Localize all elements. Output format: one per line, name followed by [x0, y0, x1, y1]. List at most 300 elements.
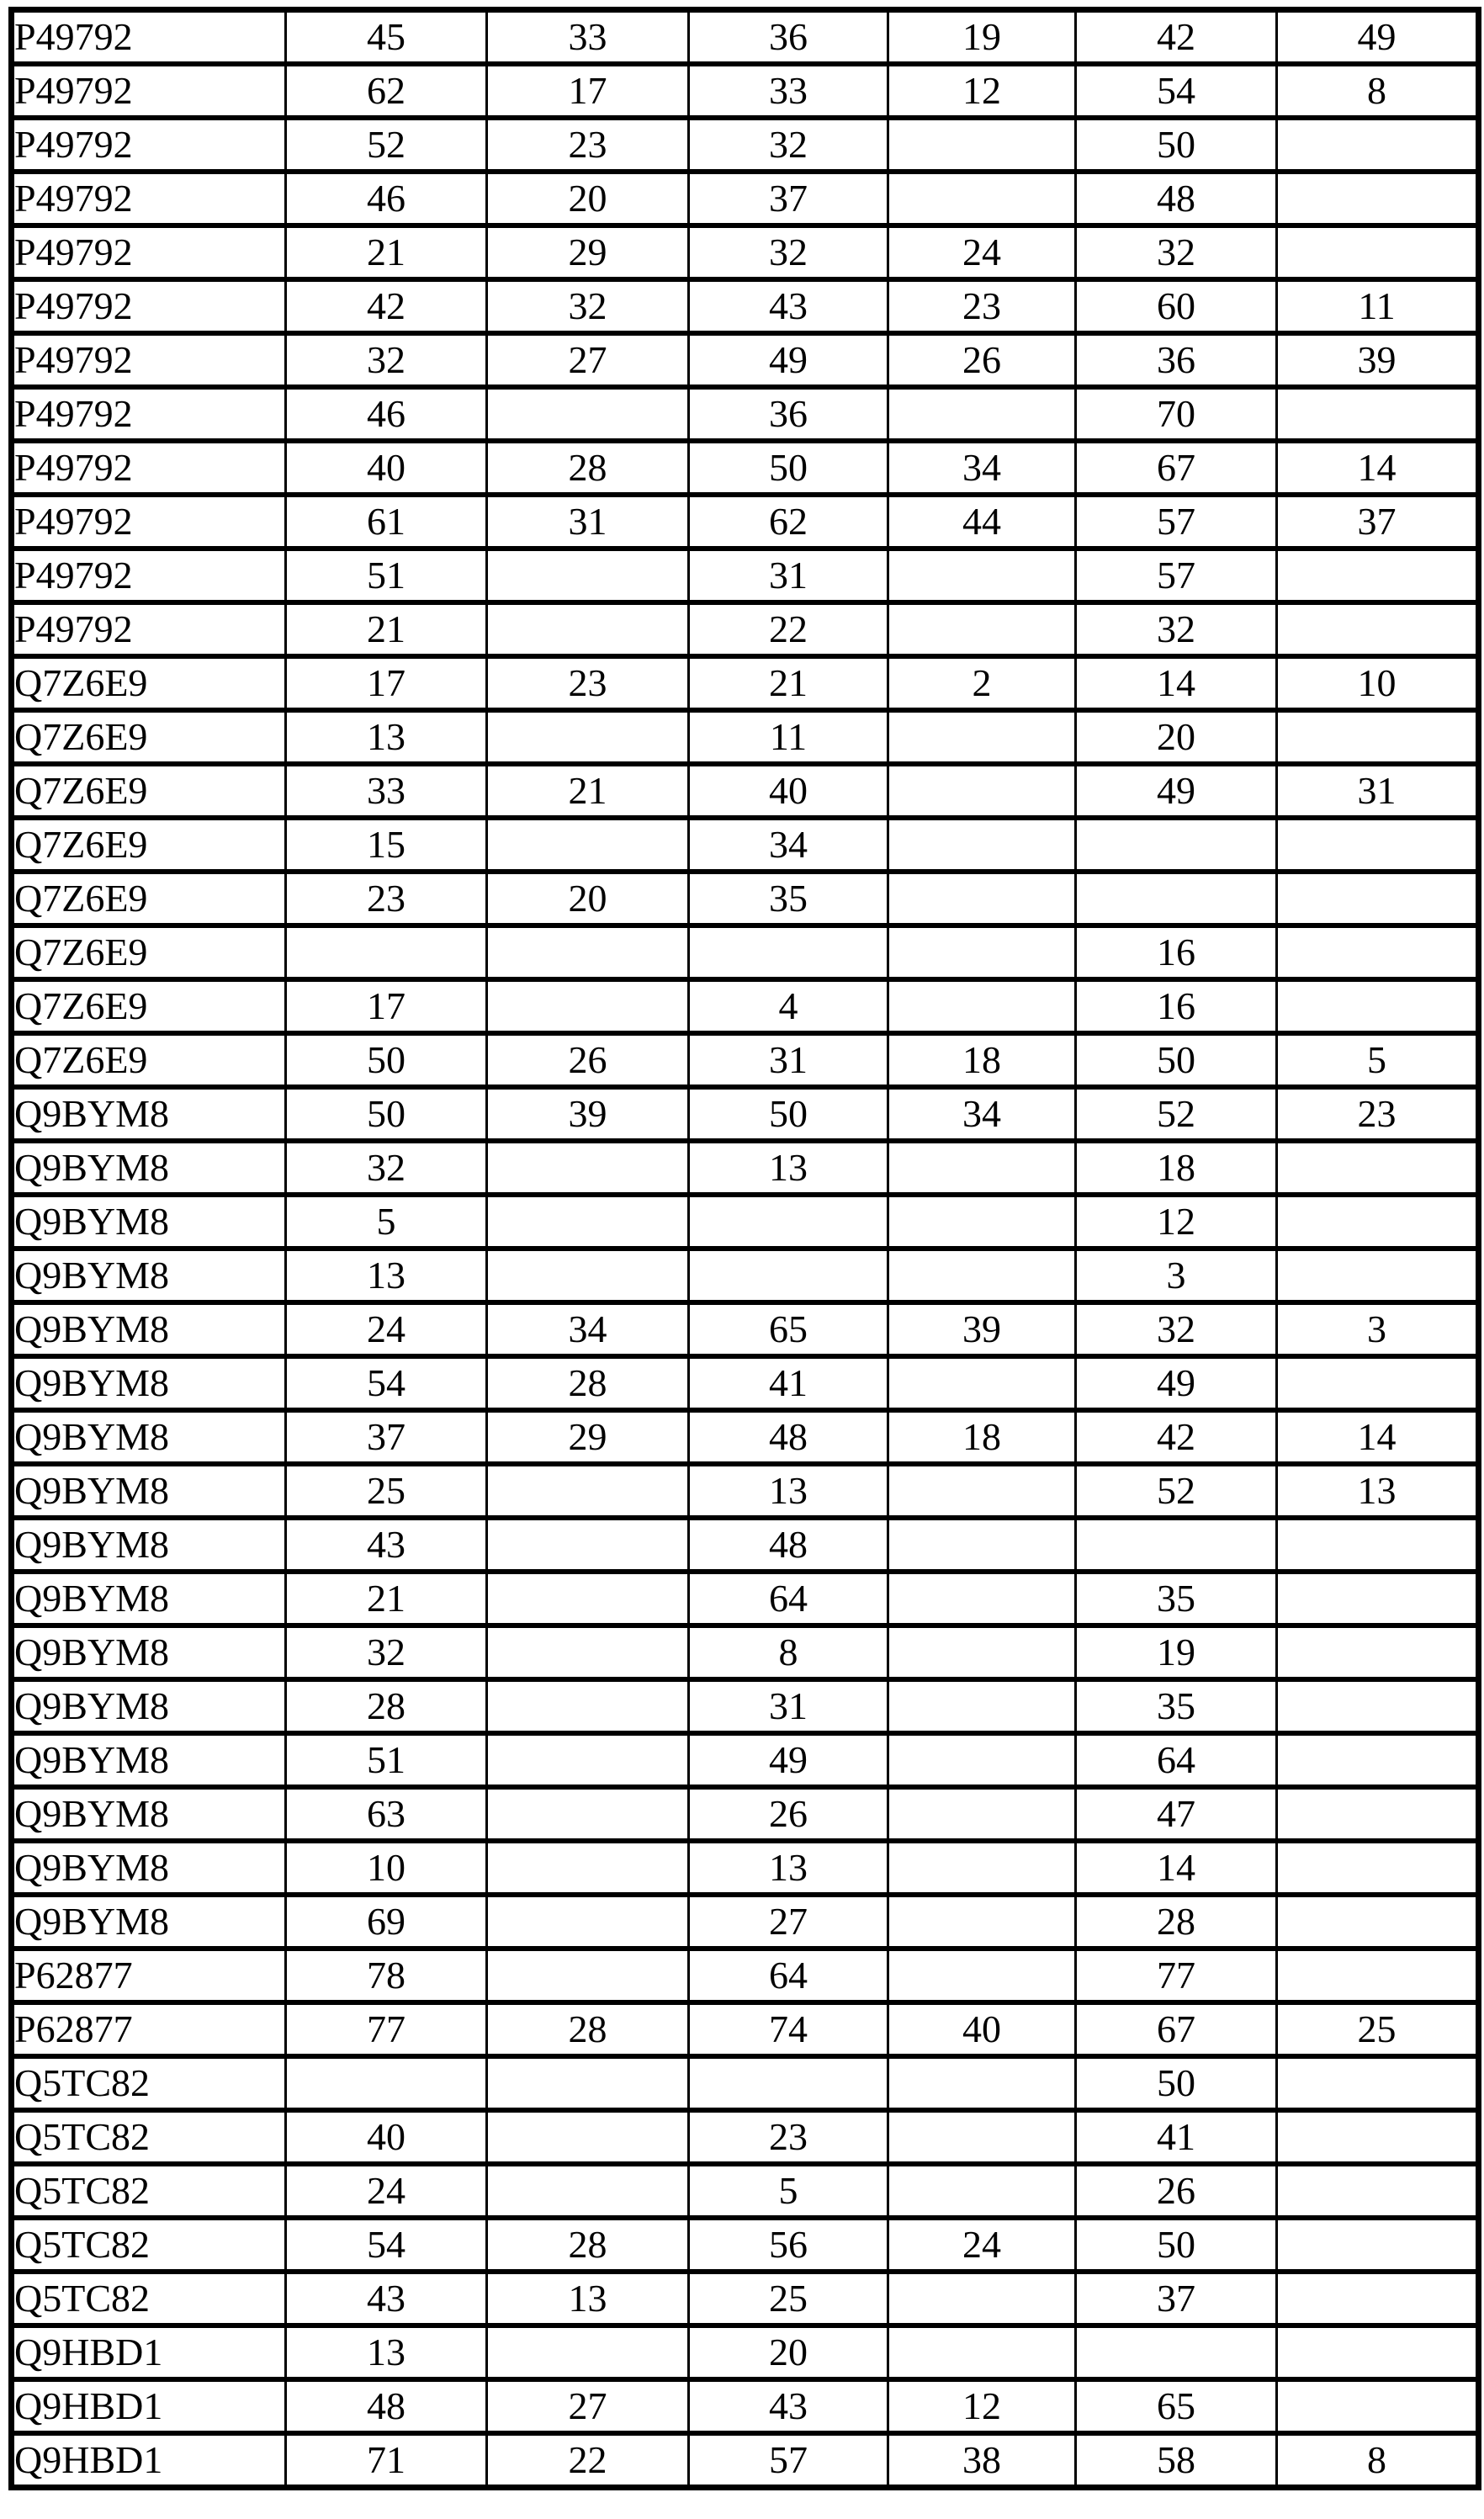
cell-value: 20 — [689, 2325, 888, 2379]
cell-value: 22 — [689, 602, 888, 656]
cell-value: 39 — [888, 1302, 1076, 1356]
table-row — [12, 279, 1479, 333]
cell-value: 5 — [1277, 1033, 1479, 1087]
cell-value — [888, 1518, 1076, 1572]
cell-value: 12 — [888, 64, 1076, 118]
cell-value — [888, 1195, 1076, 1249]
cell-value — [487, 710, 689, 764]
cell-protein-id: P49792 — [12, 279, 286, 333]
cell-value — [487, 925, 689, 979]
cell-value: 13 — [689, 1841, 888, 1895]
cell-value: 50 — [286, 1087, 487, 1141]
table-row — [12, 1518, 1479, 1572]
cell-value — [487, 602, 689, 656]
cell-value: 56 — [689, 2218, 888, 2272]
cell-value: 28 — [1076, 1895, 1277, 1949]
cell-value: 50 — [286, 1033, 487, 1087]
table-row — [12, 1949, 1479, 2002]
cell-value: 50 — [1076, 2056, 1277, 2110]
cell-value: 45 — [286, 10, 487, 65]
cell-value — [888, 872, 1076, 925]
cell-value — [487, 1733, 689, 1787]
cell-value — [1277, 2272, 1479, 2325]
cell-value: 23 — [487, 656, 689, 710]
table-row — [12, 172, 1479, 225]
cell-value — [888, 2325, 1076, 2379]
cell-protein-id: Q9BYM8 — [12, 1679, 286, 1733]
cell-value: 26 — [487, 1033, 689, 1087]
cell-value: 43 — [689, 2379, 888, 2433]
table-row — [12, 1625, 1479, 1679]
cell-protein-id: Q9BYM8 — [12, 1572, 286, 1625]
cell-value: 12 — [1076, 1195, 1277, 1249]
cell-value: 46 — [286, 172, 487, 225]
cell-value: 50 — [1076, 1033, 1277, 1087]
cell-value: 63 — [286, 1787, 487, 1841]
cell-value: 17 — [286, 656, 487, 710]
table-row — [12, 1195, 1479, 1249]
cell-protein-id: P49792 — [12, 333, 286, 387]
cell-value: 48 — [286, 2379, 487, 2433]
cell-value — [1277, 1949, 1479, 2002]
table-row — [12, 118, 1479, 172]
cell-value: 27 — [487, 333, 689, 387]
cell-value: 62 — [689, 495, 888, 549]
cell-value: 67 — [1076, 2002, 1277, 2056]
cell-value: 8 — [689, 1625, 888, 1679]
cell-value: 11 — [689, 710, 888, 764]
cell-value: 4 — [689, 979, 888, 1033]
table-row — [12, 1733, 1479, 1787]
cell-value — [1277, 2110, 1479, 2164]
cell-value: 17 — [487, 64, 689, 118]
cell-value: 13 — [487, 2272, 689, 2325]
cell-value — [1277, 872, 1479, 925]
table-row — [12, 64, 1479, 118]
cell-value: 14 — [1076, 1841, 1277, 1895]
cell-value: 32 — [286, 1141, 487, 1195]
cell-value — [487, 387, 689, 441]
cell-value — [1277, 1733, 1479, 1787]
cell-value: 11 — [1277, 279, 1479, 333]
cell-protein-id: Q5TC82 — [12, 2164, 286, 2218]
cell-value: 15 — [286, 818, 487, 872]
cell-value: 22 — [487, 2433, 689, 2488]
table-row — [12, 2272, 1479, 2325]
cell-value — [1277, 118, 1479, 172]
cell-value: 47 — [1076, 1787, 1277, 1841]
cell-value: 32 — [487, 279, 689, 333]
cell-value — [888, 1841, 1076, 1895]
cell-value — [487, 1841, 689, 1895]
cell-protein-id: Q5TC82 — [12, 2056, 286, 2110]
cell-protein-id: P49792 — [12, 549, 286, 602]
cell-value — [487, 2325, 689, 2379]
cell-value: 36 — [1076, 333, 1277, 387]
cell-value: 40 — [888, 2002, 1076, 2056]
cell-value: 10 — [286, 1841, 487, 1895]
table-row — [12, 2325, 1479, 2379]
cell-value — [1277, 2325, 1479, 2379]
cell-value — [487, 2164, 689, 2218]
cell-protein-id: Q9BYM8 — [12, 1302, 286, 1356]
cell-value: 57 — [689, 2433, 888, 2488]
cell-value — [1277, 1625, 1479, 1679]
cell-value — [689, 1195, 888, 1249]
cell-value: 57 — [1076, 495, 1277, 549]
cell-value: 14 — [1076, 656, 1277, 710]
cell-value: 67 — [1076, 441, 1277, 495]
table-row — [12, 2433, 1479, 2488]
table-row — [12, 656, 1479, 710]
cell-value — [487, 1572, 689, 1625]
cell-value — [1277, 1195, 1479, 1249]
cell-value: 31 — [689, 1033, 888, 1087]
cell-value: 10 — [1277, 656, 1479, 710]
cell-value: 23 — [286, 872, 487, 925]
cell-value: 12 — [888, 2379, 1076, 2433]
cell-value: 50 — [689, 441, 888, 495]
cell-value: 28 — [487, 2002, 689, 2056]
cell-protein-id: Q9BYM8 — [12, 1464, 286, 1518]
table-row — [12, 2056, 1479, 2110]
cell-protein-id: Q9BYM8 — [12, 1625, 286, 1679]
cell-value: 29 — [487, 225, 689, 279]
cell-value: 24 — [888, 225, 1076, 279]
cell-value — [1277, 2164, 1479, 2218]
cell-protein-id: Q9HBD1 — [12, 2325, 286, 2379]
cell-value: 43 — [689, 279, 888, 333]
cell-value: 48 — [689, 1518, 888, 1572]
cell-value: 25 — [286, 1464, 487, 1518]
cell-value — [1076, 818, 1277, 872]
table-row — [12, 549, 1479, 602]
cell-value: 58 — [1076, 2433, 1277, 2488]
cell-value — [1076, 2325, 1277, 2379]
cell-value: 61 — [286, 495, 487, 549]
cell-value — [1277, 1249, 1479, 1302]
cell-protein-id: P49792 — [12, 10, 286, 65]
cell-value — [888, 1679, 1076, 1733]
cell-value: 32 — [1076, 225, 1277, 279]
cell-value: 64 — [689, 1949, 888, 2002]
cell-value: 60 — [1076, 279, 1277, 333]
cell-protein-id: Q9BYM8 — [12, 1195, 286, 1249]
table-row — [12, 1033, 1479, 1087]
cell-value — [888, 764, 1076, 818]
table-row — [12, 1302, 1479, 1356]
cell-value: 38 — [888, 2433, 1076, 2488]
table-row — [12, 10, 1479, 65]
cell-value — [888, 602, 1076, 656]
cell-value: 26 — [888, 333, 1076, 387]
cell-protein-id: P62877 — [12, 2002, 286, 2056]
cell-value: 34 — [487, 1302, 689, 1356]
cell-value: 44 — [888, 495, 1076, 549]
cell-protein-id: Q9BYM8 — [12, 1733, 286, 1787]
cell-value: 43 — [286, 2272, 487, 2325]
cell-value: 26 — [689, 1787, 888, 1841]
cell-value — [1277, 1841, 1479, 1895]
cell-value: 32 — [689, 225, 888, 279]
cell-value — [1277, 2379, 1479, 2433]
table-row — [12, 1787, 1479, 1841]
cell-value: 13 — [286, 710, 487, 764]
cell-value: 32 — [689, 118, 888, 172]
table-row — [12, 925, 1479, 979]
cell-value — [487, 2056, 689, 2110]
cell-value: 35 — [1076, 1572, 1277, 1625]
cell-value: 65 — [1076, 2379, 1277, 2433]
cell-value: 33 — [286, 764, 487, 818]
cell-protein-id: Q9BYM8 — [12, 1410, 286, 1464]
cell-value: 50 — [689, 1087, 888, 1141]
cell-protein-id: Q7Z6E9 — [12, 764, 286, 818]
cell-value: 37 — [286, 1410, 487, 1464]
cell-value — [689, 925, 888, 979]
cell-value — [888, 979, 1076, 1033]
cell-value — [487, 1895, 689, 1949]
table-row — [12, 1572, 1479, 1625]
table-row — [12, 333, 1479, 387]
cell-value: 20 — [487, 872, 689, 925]
cell-value: 48 — [689, 1410, 888, 1464]
table-row — [12, 602, 1479, 656]
cell-value — [888, 118, 1076, 172]
cell-value: 71 — [286, 2433, 487, 2488]
cell-value: 23 — [1277, 1087, 1479, 1141]
cell-value: 41 — [689, 1356, 888, 1410]
cell-value — [1076, 872, 1277, 925]
cell-value — [1277, 710, 1479, 764]
cell-value — [888, 1949, 1076, 2002]
cell-value: 34 — [888, 1087, 1076, 1141]
cell-value: 33 — [487, 10, 689, 65]
cell-value: 2 — [888, 656, 1076, 710]
cell-value — [888, 1141, 1076, 1195]
cell-value: 52 — [286, 118, 487, 172]
table-row — [12, 1841, 1479, 1895]
cell-value — [888, 818, 1076, 872]
cell-value — [888, 1625, 1076, 1679]
cell-protein-id: Q7Z6E9 — [12, 656, 286, 710]
cell-value: 42 — [1076, 10, 1277, 65]
cell-protein-id: P49792 — [12, 172, 286, 225]
table-row — [12, 1410, 1479, 1464]
cell-value: 62 — [286, 64, 487, 118]
cell-protein-id: P49792 — [12, 495, 286, 549]
cell-value: 18 — [1076, 1141, 1277, 1195]
cell-value — [888, 2272, 1076, 2325]
cell-value — [888, 1356, 1076, 1410]
cell-value — [888, 1733, 1076, 1787]
table-row — [12, 872, 1479, 925]
cell-value: 3 — [1076, 1249, 1277, 1302]
cell-value: 77 — [1076, 1949, 1277, 2002]
cell-value: 27 — [689, 1895, 888, 1949]
cell-value: 39 — [487, 1087, 689, 1141]
cell-value: 5 — [286, 1195, 487, 1249]
cell-value — [1277, 2056, 1479, 2110]
table-row — [12, 441, 1479, 495]
cell-value: 35 — [1076, 1679, 1277, 1733]
cell-value: 46 — [286, 387, 487, 441]
cell-value: 32 — [286, 1625, 487, 1679]
cell-value: 3 — [1277, 1302, 1479, 1356]
cell-value: 49 — [1076, 1356, 1277, 1410]
cell-value: 31 — [487, 495, 689, 549]
cell-value: 49 — [689, 1733, 888, 1787]
cell-value: 23 — [888, 279, 1076, 333]
cell-value — [888, 925, 1076, 979]
cell-value: 48 — [1076, 172, 1277, 225]
cell-value — [1277, 1679, 1479, 1733]
cell-protein-id: Q7Z6E9 — [12, 818, 286, 872]
cell-value — [1277, 549, 1479, 602]
cell-value: 32 — [1076, 602, 1277, 656]
cell-value — [1277, 1787, 1479, 1841]
cell-value: 49 — [1277, 10, 1479, 65]
cell-value — [487, 1249, 689, 1302]
cell-protein-id: Q9BYM8 — [12, 1249, 286, 1302]
cell-value: 26 — [1076, 2164, 1277, 2218]
cell-protein-id: Q5TC82 — [12, 2218, 286, 2272]
cell-value: 13 — [1277, 1464, 1479, 1518]
cell-value: 29 — [487, 1410, 689, 1464]
table-row — [12, 2002, 1479, 2056]
cell-value: 19 — [1076, 1625, 1277, 1679]
table-row — [12, 225, 1479, 279]
cell-value: 35 — [689, 872, 888, 925]
cell-value: 49 — [1076, 764, 1277, 818]
cell-value — [286, 925, 487, 979]
table-row — [12, 1895, 1479, 1949]
cell-protein-id: Q9BYM8 — [12, 1141, 286, 1195]
cell-protein-id: Q5TC82 — [12, 2272, 286, 2325]
protein-table-body — [12, 10, 1479, 2488]
cell-value — [888, 1249, 1076, 1302]
cell-value: 24 — [286, 1302, 487, 1356]
cell-protein-id: Q9BYM8 — [12, 1787, 286, 1841]
cell-value: 21 — [286, 1572, 487, 1625]
cell-value: 54 — [1076, 64, 1277, 118]
cell-protein-id: Q9HBD1 — [12, 2379, 286, 2433]
cell-protein-id: P49792 — [12, 118, 286, 172]
table-row — [12, 710, 1479, 764]
cell-value — [1277, 602, 1479, 656]
cell-value: 37 — [1076, 2272, 1277, 2325]
table-row — [12, 979, 1479, 1033]
cell-value — [888, 2110, 1076, 2164]
table-row — [12, 2164, 1479, 2218]
cell-value: 21 — [689, 656, 888, 710]
table-row — [12, 2110, 1479, 2164]
cell-value: 21 — [286, 225, 487, 279]
cell-protein-id: Q7Z6E9 — [12, 1033, 286, 1087]
cell-value: 78 — [286, 1949, 487, 2002]
cell-value: 24 — [286, 2164, 487, 2218]
cell-value: 19 — [888, 10, 1076, 65]
cell-value — [888, 1787, 1076, 1841]
cell-protein-id: Q9BYM8 — [12, 1356, 286, 1410]
cell-value: 34 — [888, 441, 1076, 495]
cell-value: 70 — [1076, 387, 1277, 441]
cell-value: 21 — [487, 764, 689, 818]
cell-value: 54 — [286, 1356, 487, 1410]
cell-value — [1277, 225, 1479, 279]
cell-value — [1277, 818, 1479, 872]
cell-value: 23 — [689, 2110, 888, 2164]
cell-value — [1277, 387, 1479, 441]
table-row — [12, 1249, 1479, 1302]
table-row — [12, 1356, 1479, 1410]
table-row — [12, 1141, 1479, 1195]
table-row — [12, 2218, 1479, 2272]
cell-value: 13 — [689, 1141, 888, 1195]
cell-value: 52 — [1076, 1087, 1277, 1141]
cell-value — [689, 1249, 888, 1302]
cell-protein-id: P49792 — [12, 387, 286, 441]
cell-value: 43 — [286, 1518, 487, 1572]
cell-value — [487, 1518, 689, 1572]
cell-value — [1277, 1895, 1479, 1949]
cell-value: 13 — [286, 1249, 487, 1302]
cell-value: 31 — [1277, 764, 1479, 818]
cell-value: 50 — [1076, 118, 1277, 172]
table-row — [12, 1679, 1479, 1733]
cell-value: 20 — [1076, 710, 1277, 764]
cell-value: 77 — [286, 2002, 487, 2056]
cell-value: 54 — [286, 2218, 487, 2272]
cell-value: 64 — [1076, 1733, 1277, 1787]
cell-value — [487, 549, 689, 602]
cell-value — [689, 2056, 888, 2110]
cell-value: 37 — [1277, 495, 1479, 549]
cell-value: 21 — [286, 602, 487, 656]
cell-value: 8 — [1277, 2433, 1479, 2488]
table-row — [12, 387, 1479, 441]
cell-value — [1277, 172, 1479, 225]
cell-value: 13 — [689, 1464, 888, 1518]
cell-value: 64 — [689, 1572, 888, 1625]
cell-value: 5 — [689, 2164, 888, 2218]
cell-protein-id: Q9BYM8 — [12, 1087, 286, 1141]
cell-value — [1277, 979, 1479, 1033]
cell-value: 28 — [487, 441, 689, 495]
cell-protein-id: P49792 — [12, 602, 286, 656]
cell-value: 34 — [689, 818, 888, 872]
cell-protein-id: P62877 — [12, 1949, 286, 2002]
cell-value: 23 — [487, 118, 689, 172]
cell-value: 28 — [286, 1679, 487, 1733]
cell-value: 42 — [286, 279, 487, 333]
cell-value — [487, 1787, 689, 1841]
cell-value: 18 — [888, 1410, 1076, 1464]
cell-value: 42 — [1076, 1410, 1277, 1464]
cell-value — [888, 2164, 1076, 2218]
cell-protein-id: Q9BYM8 — [12, 1841, 286, 1895]
table-row — [12, 495, 1479, 549]
cell-protein-id: Q7Z6E9 — [12, 872, 286, 925]
cell-value — [888, 710, 1076, 764]
table-row — [12, 2379, 1479, 2433]
cell-value — [487, 818, 689, 872]
cell-value: 17 — [286, 979, 487, 1033]
cell-value: 65 — [689, 1302, 888, 1356]
cell-value — [888, 1464, 1076, 1518]
cell-value — [1076, 1518, 1277, 1572]
cell-value: 37 — [689, 172, 888, 225]
